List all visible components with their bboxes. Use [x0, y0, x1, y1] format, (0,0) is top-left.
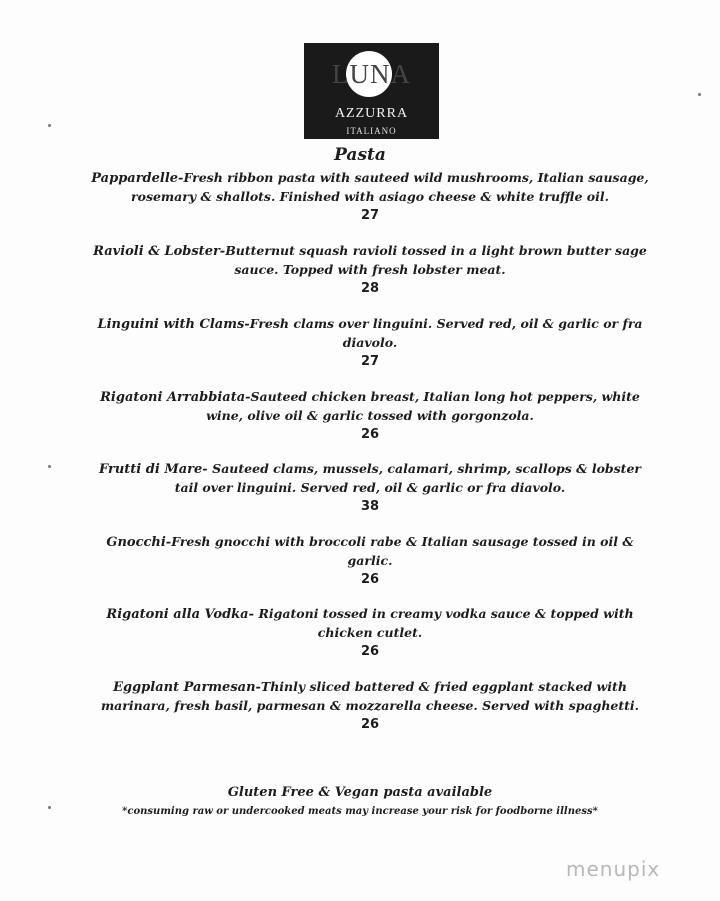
food-safety-warning: *consuming raw or undercooked meats may increase your risk for foodborne illness* [122, 806, 598, 817]
menu-item-name: Gnocchi- [106, 535, 172, 550]
menu-item-description: Thinly sliced battered & fried eggplant stacked with marinara, fresh basil, parmesan & mozzarella cheese. Served with spaghetti. [100, 679, 640, 713]
menu-item-description: Fresh gnocchi with broccoli rabe & Italian sausage tossed in oil & garlic. [171, 534, 634, 568]
menu-item-price: 27 [360, 354, 380, 369]
menu-item-rigatoni-arrabbiata [90, 388, 650, 444]
menu-item-description: Butternut squash ravioli tossed in a light brown butter sage sauce. Topped with fresh lobster meat. [225, 243, 647, 277]
scan-speck [48, 806, 51, 809]
menu-item-name: Frutti di Mare- [98, 462, 213, 477]
menu-item-name: Ravioli & Lobster- [93, 244, 226, 259]
menu-item-description: Sauteed chicken breast, Italian long hot peppers, white wine, olive oil & garlic tossed with gorgonzola. [206, 389, 640, 423]
menu-item-gnocchi [90, 533, 650, 589]
menu-item-price: 28 [360, 281, 380, 296]
menu-item-description: Rigatoni tossed in creamy vodka sauce & topped with chicken cutlet. [258, 606, 634, 640]
menu-item-ravioli-lobster [90, 242, 650, 298]
menu-item-name: Pappardelle- [91, 171, 184, 186]
menu-item-name: Eggplant Parmesan- [113, 680, 261, 695]
logo-word: LUNA [332, 59, 411, 89]
menu-item-price: 26 [360, 644, 380, 659]
menu-item-name: Rigatoni alla Vodka- [106, 607, 259, 622]
menu-item-price: 26 [360, 572, 380, 587]
menu-item-name: Rigatoni Arrabbiata- [100, 390, 251, 405]
section-title: Pasta [334, 145, 386, 165]
restaurant-logo [304, 43, 439, 139]
logo-subtitle: AZZURRA [334, 106, 409, 121]
menu-item-price: 26 [360, 427, 380, 442]
menu-item-rigatoni-vodka [90, 605, 650, 661]
menu-item-price: 27 [360, 208, 380, 223]
scan-speck [698, 93, 701, 96]
menu-item-name: Linguini with Clams- [97, 317, 250, 332]
menu-item-price: 38 [360, 499, 380, 514]
menu-item-frutti-di-mare [90, 460, 650, 516]
menu-item-linguini-clams [90, 315, 650, 371]
menu-item-pappardelle [90, 169, 650, 225]
menu-item-price: 26 [360, 717, 380, 732]
logo-tagline: ITALIANO [346, 126, 397, 136]
menu-item-description: Sauteed clams, mussels, calamari, shrimp, scallops & lobster tail over linguini. Served red, oil & garlic or fra diavolo. [174, 461, 641, 495]
menu-item-description: Fresh clams over linguini. Served red, oil & garlic or fra diavolo. [249, 316, 643, 350]
menu-item-description: Fresh ribbon pasta with sauteed wild mushrooms, Italian sausage, rosemary & shallots. Finished with asiago cheese & white truffle oil. [131, 170, 649, 204]
menu-item-eggplant-parmesan [90, 678, 650, 734]
gluten-free-note: Gluten Free & Vegan pasta available [227, 785, 493, 800]
scan-speck [48, 465, 51, 468]
watermark: menupix [566, 857, 661, 881]
scan-speck [48, 124, 51, 127]
